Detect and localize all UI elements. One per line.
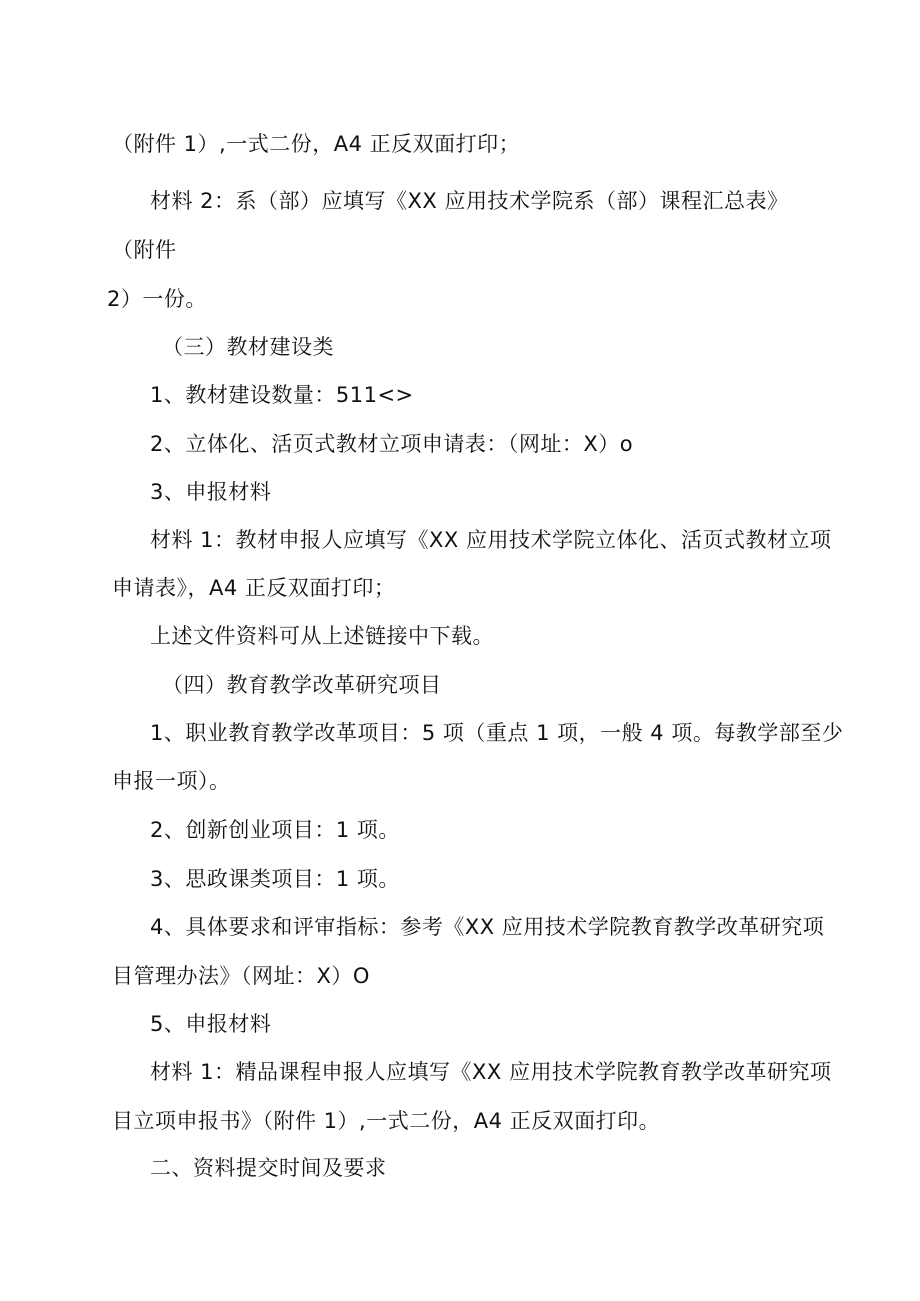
section-heading: （四）教育教学改革研究项目 xyxy=(162,673,442,697)
text-line: 2、创新创业项目：1 项。 xyxy=(150,818,400,842)
text-line: 4、具体要求和评审指标：参考《XX 应用技术学院教育教学改革研究项 xyxy=(150,915,825,939)
text-line: 材料 1：精品课程申报人应填写《XX 应用技术学院教育教学改革研究项 xyxy=(150,1060,832,1084)
text-line: 材料 2：系（部）应填写《XX 应用技术学院系（部）课程汇总表》 xyxy=(150,189,789,213)
text-line: 1、教材建设数量：511<> xyxy=(150,383,414,407)
text-line: 5、申报材料 xyxy=(150,1012,272,1036)
text-line: 申请表》，A4 正反双面打印； xyxy=(112,576,396,600)
text-line: 3、思政课类项目：1 项。 xyxy=(150,867,400,891)
text-line: 2、立体化、活页式教材立项申请表：（网址：X）o xyxy=(150,432,634,456)
text-line: 申报一项）。 xyxy=(112,769,231,793)
text-line: 上述文件资料可从上述链接中下载。 xyxy=(150,624,494,648)
section-heading: 二、资料提交时间及要求 xyxy=(150,1156,387,1180)
text-line: 3、申报材料 xyxy=(150,480,272,504)
text-line: 材料 1：教材申报人应填写《XX 应用技术学院立体化、活页式教材立项 xyxy=(150,528,832,552)
text-line: （附件 1）,一式二份，A4 正反双面打印； xyxy=(112,132,521,156)
text-line: 目管理办法》（网址：X）O xyxy=(112,964,370,988)
text-line: 2）一份。 xyxy=(107,287,207,311)
text-line: 目立项申报书》（附件 1）,一式二份，A4 正反双面打印。 xyxy=(112,1109,661,1133)
section-heading: （三）教材建设类 xyxy=(162,335,334,359)
text-line: （附件 xyxy=(112,238,177,262)
text-line: 1、职业教育教学改革项目：5 项（重点 1 项，一般 4 项。每教学部至少 xyxy=(150,721,844,745)
